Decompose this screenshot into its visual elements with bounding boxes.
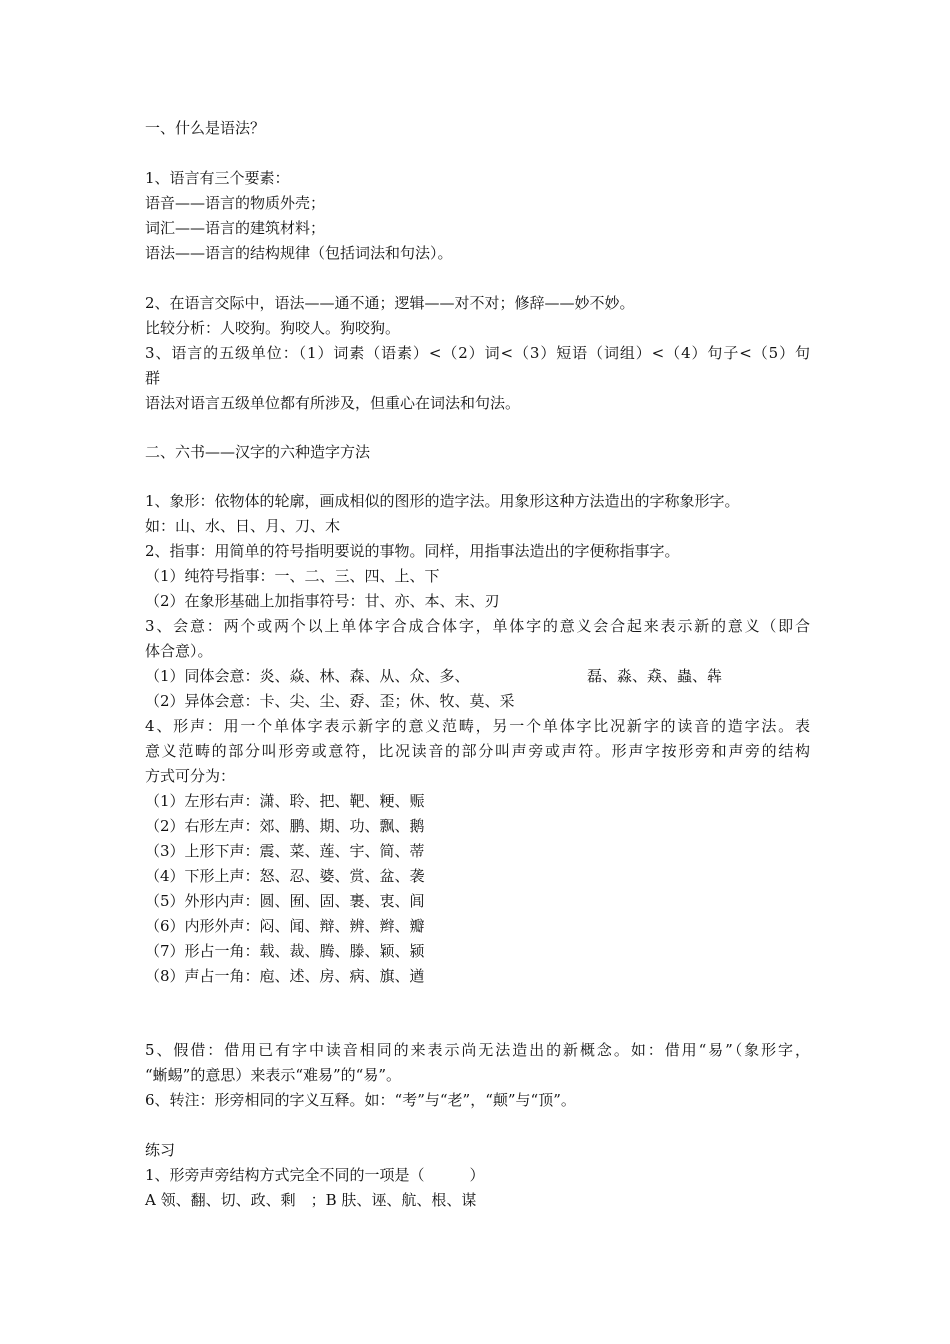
loan-character-line2: “蜥蜴”的意思）来表示“难易”的“易”。 [145, 1066, 402, 1084]
phonosemantic-type-4: （4）下形上声：怒、忍、婆、赏、盆、袭 [145, 867, 425, 885]
phonosemantic-type-2: （2）右形左声：郊、鹏、期、功、飘、鹅 [145, 817, 425, 835]
point-2-text: 2、在语言交际中，语法——通不通；逻辑——对不对；修辞——妙不妙。 [145, 294, 635, 312]
compound-definition-line2: 体合意）。 [145, 642, 213, 660]
section-2-title: 二、六书——汉字的六种造字方法 [145, 443, 371, 461]
phonosemantic-type-7: （7）形占一角：载、裁、腾、滕、颖、颍 [145, 942, 425, 960]
phonosemantic-type-1: （1）左形右声：潇、聆、把、靶、粳、赈 [145, 792, 425, 810]
indicative-type-2: （2）在象形基础上加指事符号：甘、亦、本、末、刃 [145, 592, 500, 610]
compound-definition-line1: 3、会意：两个或两个以上单体字合成合体字，单体字的意义会合起来表示新的意义（即合 [145, 617, 810, 635]
point-3-note: 语法对语言五级单位都有所涉及，但重心在词法和句法。 [145, 394, 521, 412]
point-3-text-line2: 群 [145, 369, 161, 387]
indicative-definition: 2、指事：用简单的符号指明要说的事物。同样，用指事法造出的字便称指事字。 [145, 542, 680, 560]
exercise-question-1: 1、形旁声旁结构方式完全不同的一项是（ ） [145, 1166, 485, 1184]
point-1-grammar: 语法——语言的结构规律（包括词法和句法）。 [145, 244, 453, 262]
section-1-title: 一、什么是语法？ [145, 119, 266, 137]
exercise-title: 练习 [145, 1141, 176, 1159]
phonosemantic-type-8: （8）声占一角：庖、述、房、病、旗、遒 [145, 967, 425, 985]
phonosemantic-type-6: （6）内形外声：闷、闻、辩、辨、辫、瓣 [145, 917, 425, 935]
derived-character: 6、转注：形旁相同的字义互释。如：“考”与“老”，“颠”与“顶”。 [145, 1091, 576, 1109]
loan-character-line1: 5、假借：借用已有字中读音相同的来表示尚无法造出的新概念。如：借用“易”（象形字， [145, 1041, 810, 1059]
point-1-phonetics: 语音——语言的物质外壳； [145, 194, 326, 212]
phonosemantic-definition-line2: 意义范畴的部分叫形旁或意符，比况读音的部分叫声旁或声符。形声字按形旁和声旁的结构 [145, 742, 810, 760]
compound-type-2: （2）异体会意：卡、尖、尘、孬、歪；休、牧、莫、采 [145, 692, 515, 710]
compound-type-1-extra: 磊、淼、猋、蟲、犇 [587, 667, 723, 685]
exercise-question-1-options: A 领、翻、切、政、剩 ；B 肤、诬、航、根、谋 [145, 1191, 477, 1209]
point-1-vocabulary: 词汇——语言的建筑材料； [145, 219, 326, 237]
point-1-heading: 1、语言有三个要素： [145, 169, 290, 187]
phonosemantic-type-5: （5）外形内声：圆、囿、固、裹、衷、闾 [145, 892, 425, 910]
phonosemantic-definition-line1: 4、形声：用一个单体字表示新字的意义范畴，另一个单体字比况新字的读音的造字法。表 [145, 717, 810, 735]
compound-type-1: （1）同体会意：炎、焱、林、森、从、众、多、 [145, 667, 470, 685]
point-2-comparison: 比较分析：人咬狗。狗咬人。狗咬狗。 [145, 319, 401, 337]
pictograph-definition: 1、象形：依物体的轮廓，画成相似的图形的造字法。用象形这种方法造出的字称象形字。 [145, 492, 740, 510]
phonosemantic-definition-line3: 方式可分为： [145, 767, 236, 785]
phonosemantic-type-3: （3）上形下声：震、菜、莲、宇、简、蒂 [145, 842, 425, 860]
pictograph-examples: 如：山、水、日、月、刀、木 [145, 517, 341, 535]
point-3-text-line1: 3、语言的五级单位：（1）词素（语素）<（2）词<（3）短语（词组）<（4）句子<（5）句 [145, 344, 810, 362]
indicative-type-1: （1）纯符号指事：一、二、三、四、上、下 [145, 567, 440, 585]
